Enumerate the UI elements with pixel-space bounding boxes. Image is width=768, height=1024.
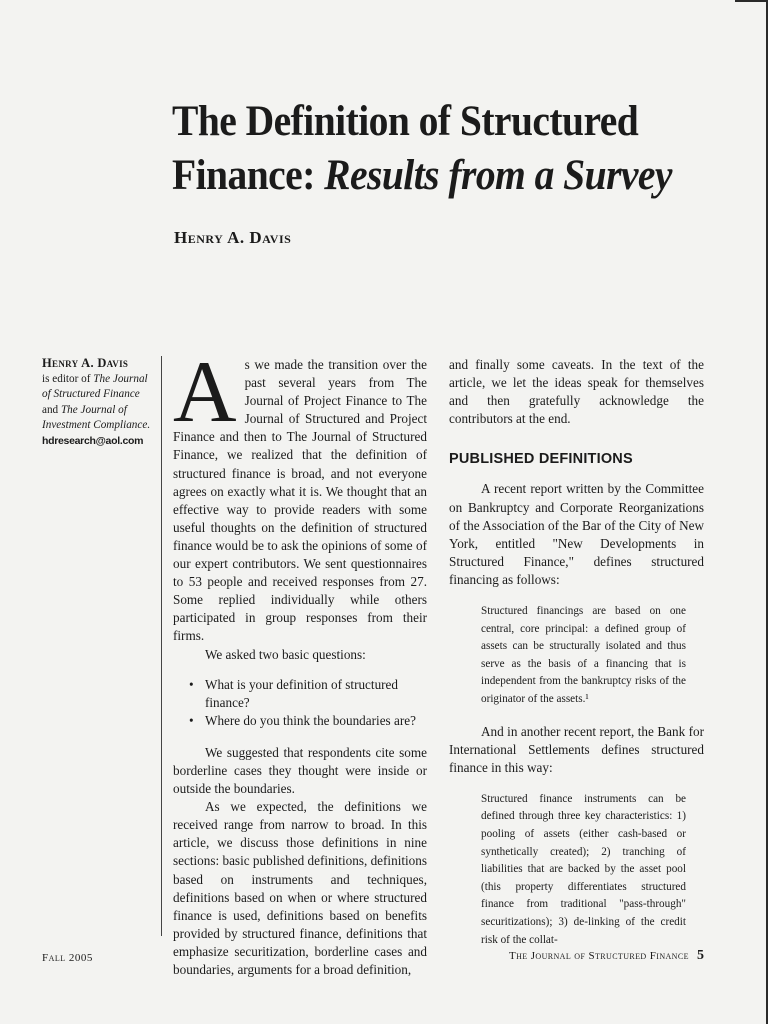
- intro-paragraph: [173, 344, 427, 646]
- block-quote-2: Structured finance instruments can be defined through three key characteristics: 1) pooling of assets (either cash-based or synthetically created); 2) tranching of liabilities that are backed by the asset pool (this property differentiates structured finance from traditional "pass-through" securitizations); 3) de-linking of the credit risk of the collat-: [481, 792, 686, 946]
- sidebar-desc-part-1: is editor of: [42, 372, 94, 385]
- sidebar-divider: [161, 356, 162, 936]
- title-line-2-italic: Results from a Survey: [324, 152, 672, 199]
- sidebar-journal-1: The Journal of Structured Finance: [42, 372, 148, 400]
- title-line-2-plain: Finance:: [172, 152, 325, 199]
- questions-list: [173, 676, 427, 730]
- title-line-2: [172, 149, 687, 203]
- drop-cap: A: [173, 344, 237, 441]
- sidebar-journal-2: The Journal of Investment Compliance.: [42, 403, 151, 431]
- author-sidebar: [42, 356, 154, 449]
- definitions-overview-paragraph: As we expected, the definitions we received range from narrow to broad. In this article, we discuss those definitions in nine sections: basic published definitions, definitions based on instruments and techniques, definitions based on when or where structured finance is used, definitions based on benefits provided by structured finance, definitions that emphasize securitization, borderline cases and boundaries, arguments for a broad definition,: [173, 799, 427, 977]
- page-number: 5: [697, 948, 704, 963]
- footer-journal-name: The Journal of Structured Finance: [509, 950, 689, 962]
- footer-issue: Fall 2005: [42, 952, 93, 964]
- intro-paragraph-text: s we made the transition over the past several years from The Journal of Project Finance to The Journal of Structured and Project Finance and then to The Journal of Structured Finance, we realized that the definition of structured finance is broad, and not everyone agrees on exactly what it is. We thought that an effective way to provide readers with some useful thoughts on the definition of structured finance would be to ask the opinions of some of our expert contributors. We sent questionnaires to 53 people and received responses from 27. Some replied individually while others participated in group responses from their firms.: [173, 357, 427, 644]
- sidebar-author-name: Henry A. Davis: [42, 356, 129, 370]
- sidebar-email: hdresearch@aol.com: [42, 434, 144, 447]
- sidebar-author-description: [42, 373, 150, 432]
- caveats-paragraph: and finally some caveats. In the text of the article, we let the ideas speak for themselves and then gratefully acknowledge the contributors at the end.: [449, 357, 704, 427]
- questions-intro: We asked two basic questions:: [205, 646, 366, 662]
- borderline-paragraph: We suggested that respondents cite some borderline cases they thought were inside or outside the boundaries.: [173, 744, 427, 797]
- section-heading: PUBLISHED DEFINITIONS: [449, 451, 633, 468]
- page-top-edge-mark: [735, 0, 768, 2]
- title-line-1: The Definition of Structured: [172, 98, 639, 145]
- question-item: • What is your definition of structured finance?: [205, 676, 427, 712]
- sidebar-desc-part-2: and: [42, 403, 61, 416]
- body-column-2: [449, 356, 704, 963]
- question-item: • Where do you think the boundaries are?: [205, 712, 427, 730]
- block-quote-1: Structured financings are based on one central, core principal: a defined group of assets can be structurally isolated and thus serve as the basis of a financing that is independent from the bankruptcy risks of the originator of the assets.¹: [481, 605, 686, 705]
- body-column-1: [173, 344, 427, 979]
- bar-report-paragraph: A recent report written by the Committee on Bankruptcy and Corporate Reorganizations of the Association of the Bar of the City of New York, entitled "New Developments in Structured Finance," defines structured financing as follows:: [449, 481, 704, 587]
- author-byline: Henry A. Davis: [174, 228, 292, 247]
- bis-paragraph: And in another recent report, the Bank for International Settlements defines structured finance in this way:: [449, 723, 704, 775]
- article-title: [172, 95, 687, 203]
